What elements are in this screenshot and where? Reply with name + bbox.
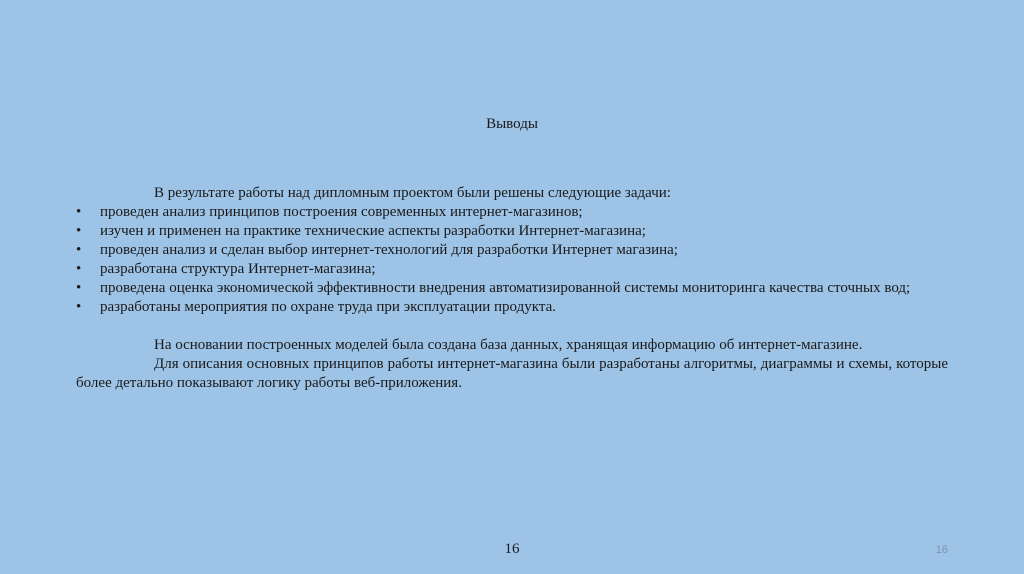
intro-text: В результате работы над дипломным проектом были решены следующие задачи: (154, 185, 671, 201)
task-text: проведен анализ и сделан выбор интернет-технологий для разработки Интернет магазина; (100, 242, 678, 258)
slide-content (76, 184, 948, 393)
bullet-icon: • (76, 299, 82, 315)
list-item (76, 203, 948, 222)
list-item (76, 279, 948, 298)
task-text: изучен и применен на практике технические аспекты разработки Интернет-магазина; (100, 223, 646, 239)
bullet-icon: • (76, 242, 82, 258)
list-item (76, 222, 948, 241)
bullet-icon: • (76, 261, 82, 277)
task-text: разработана структура Интернет-магазина; (100, 261, 376, 277)
conclusion-paragraph: Для описания основных принципов работы интернет-магазина были разработаны алгоритмы, диаграммы и схемы, которые более детально показывают логику работы веб-приложения. (76, 356, 948, 391)
slide-title: Выводы (486, 116, 538, 132)
list-item (76, 241, 948, 260)
page-number: 16 (504, 541, 520, 557)
conclusion-paragraph: На основании построенных моделей была создана база данных, хранящая информацию об интернет-магазине. (154, 337, 863, 353)
list-item (76, 298, 948, 317)
task-list (76, 203, 948, 317)
bullet-icon: • (76, 204, 82, 220)
slide-number: 16 (935, 544, 948, 556)
task-text: проведена оценка экономической эффективности внедрения автоматизированной системы мониторинга качества сточных вод; (100, 280, 911, 296)
task-text: разработаны мероприятия по охране труда при эксплуатации продукта. (100, 299, 556, 315)
bullet-icon: • (76, 280, 82, 296)
bullet-icon: • (76, 223, 82, 239)
task-text: проведен анализ принципов построения современных интернет-магазинов; (100, 204, 583, 220)
list-item (76, 260, 948, 279)
